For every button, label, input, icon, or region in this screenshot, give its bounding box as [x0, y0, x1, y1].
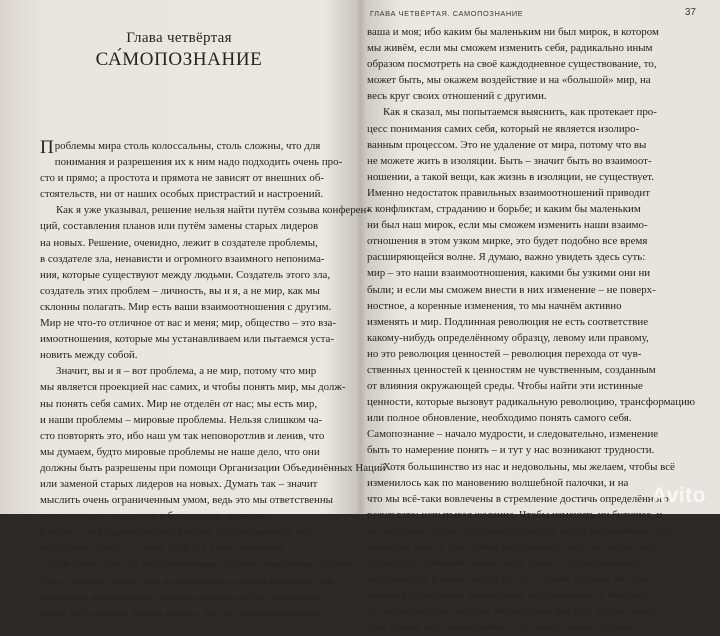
paragraph — [367, 459, 685, 636]
text-line: были; и если мы сможем внести в них изменение – не поверх- — [367, 283, 656, 296]
text-line: мы является проекцией нас самих, и чтобы понять мир, мы долж- — [40, 381, 346, 394]
text-line: на новых. Решение, очевидно, лежит в создателе проблемы, — [40, 236, 318, 249]
text-line: ния, которые существуют между людьми. Создатель этого зла, — [40, 268, 331, 281]
text-line: отношения в этом узком мирке, это будет подобно все время — [367, 235, 648, 248]
text-line: мы живём, если мы сможем изменить себя, радикально иным — [367, 42, 653, 55]
text-line: Мир не что-то отличное от вас и меня; мир, общество – это вза- — [40, 317, 336, 330]
text-line: сто повторять это, ибо наш ум так неповоротлив и ленив, что — [40, 429, 325, 442]
running-head: ГЛАВА ЧЕТВЁРТАЯ. САМОПОЗНАНИЕ — [370, 9, 524, 18]
text-line: новить между собой. — [40, 349, 138, 362]
text-line: в создателе зла, ненависти и огромного взаимного непонима- — [40, 252, 325, 265]
text-line: направляется в какое-нибудь русло, и таким образом мы ста- — [367, 573, 650, 586]
text-line: ту интенсивность, которые необходимы для того чтобы понять — [367, 605, 659, 618]
left-page-body — [40, 137, 386, 621]
text-line: Как я уже указывал, решение нельзя найти путём созыва конферен- — [56, 204, 370, 217]
avito-watermark: Avito — [651, 484, 706, 507]
text-line: имоотношения, которые мы устанавливаем или пытаемся уста- — [40, 333, 334, 346]
text-line: ственных ценностей к ценностям не чувственным, созданным — [367, 363, 656, 376]
text-line: ношении, а такой вещи, как жизнь в изоляции, не существует. — [367, 170, 654, 183]
text-line: результата; испытывая желание. Чтобы изменить ни будущее, и — [367, 508, 663, 521]
text-line: но это революция ценностей – революция перехода от чув- — [367, 347, 642, 360]
text-line: от влияния окружающей среды. Чтобы найти эти истинные — [367, 380, 643, 393]
text-line: левой либо правой. Важно понять, что это наша обязанность, — [40, 606, 325, 619]
text-line: сто и прямо; а простота и прямота не зависят от внешних об- — [40, 172, 324, 185]
text-line: Именно недостаток правильных взаимоотношений приводит — [367, 186, 650, 199]
text-line: весь круг своих отношений с другими. — [367, 90, 547, 103]
text-line: понимания и разрешения их к ним надо подходить очень про- — [54, 156, 343, 169]
text-line: стоятельств, ни от наших особых пристрастий и настроений. — [40, 188, 324, 201]
text-line: вольство, вместо того чтобы воспламенять нас, заставлять нас — [367, 541, 657, 553]
text-line: внешними изменениями, которые вызвать путём революции, — [40, 590, 323, 603]
text-line: мир – это наши взаимоотношения, какими бы узкими они ни — [367, 267, 651, 280]
text-line: ций, составления планов или путём замены старых лидеров — [40, 220, 319, 233]
text-line: или полное обновление, необходимо понять самого себя. — [367, 412, 632, 425]
paragraph — [40, 202, 370, 363]
right-page-body — [367, 24, 696, 636]
chapter-label: Глава четвёртая — [126, 30, 232, 46]
text-line: какому-нибудь определённому образцу, левому или правому, — [367, 331, 649, 344]
text-line: мы должны начать с самих себя; и в этом начинании — [40, 542, 284, 555]
text-line: склонны полагать. Мир есть ваши взаимоотношения с другим. — [40, 300, 332, 313]
text-line: Значит, вы и я – вот проблема, а не мир, потому что мир — [56, 365, 317, 378]
paragraph — [367, 104, 696, 458]
text-line: в мире, за всё надвигающуюся войну. Чтобы изменить мир, — [40, 526, 317, 539]
text-line: мы думаем, будто мировые проблемы не наше дело, что они — [40, 445, 320, 458]
text-line: может быть, мы окажем воздействие и на «большой» мир, на — [367, 74, 651, 87]
text-line: ны понять себя самих. Мир не отделён от нас; мы есть мир, — [40, 397, 318, 410]
text-line: подвергать сомнению жизнь, весь процесс существования, — [367, 557, 641, 570]
text-line: расширяющейся волне. Я думаю, важно увидеть здесь суть: — [367, 251, 646, 264]
text-line: мы бездумно, либо просто капитулируем перед окружением. Недо- — [367, 524, 679, 537]
text-line: быть то намерение понять – и тут у нас возникают трудности. — [367, 444, 655, 457]
text-line: ни был наш мирок, если мы сможем изменить наши взаимо- — [367, 219, 648, 232]
text-line: ванным процессом. Это не удаление от мира, потому что вы — [367, 138, 647, 151]
text-line: ностное, а коренные изменения, то мы начнём активно — [367, 299, 622, 312]
text-line: за ужасающие страдания и беспорядок, царящие — [40, 510, 267, 523]
right-page — [362, 0, 720, 634]
text-line: Хотя большинство из нас и недовольны, мы желаем, чтобы всё — [383, 460, 675, 473]
text-line: создатель этих проблем – личность, вы и я, а не мир, как мы — [40, 284, 320, 297]
text-line: Самопознание – начало мудрости, и следовательно, изменение — [367, 428, 659, 441]
text-line: изменилось как по мановению волшебной палочки, и на — [367, 476, 629, 489]
text-line: себя самим, ибо самопознание – это нечто очень трудное. — [367, 621, 635, 634]
paragraph — [40, 363, 386, 621]
page-number: 37 — [684, 7, 696, 18]
text-line: изменять и мир. Подлинная революция не есть соответствие — [367, 315, 649, 328]
text-line: и наши проблемы – мировые проблемы. Нельзя слишком ча- — [40, 413, 323, 426]
text-line: – себя самих. Вот так наше намерение. Нашим намерением должно — [40, 558, 354, 571]
text-line: быть – понять самих себя, а не оставлять другим изменять себя — [40, 574, 335, 587]
text-line: новимся заурядными личностями, потерявшими ту энергию, — [367, 589, 649, 602]
text-line: к конфликтам, страданию и борьбе; и каким бы маленьким — [367, 203, 641, 216]
text-line: что мы всё-таки вовлечены в стремление достичь определённого — [367, 492, 669, 505]
text-line: образом посмотреть на своё каждодневное существование, то, — [367, 58, 657, 71]
text-line: мыслить очень ограниченным умом, ведь это мы ответственны — [40, 494, 333, 507]
text-line: роблемы мира столь колоссальны, столь сложны, что для — [54, 140, 321, 152]
text-line: должны быть разрешены при помощи Организации Объединённых Наций — [40, 461, 386, 474]
text-line: цесс понимания самих себя, который не является изолиро- — [367, 122, 640, 135]
text-line: ценности, которые вызовут радикальную революцию, трансформацию — [367, 396, 696, 409]
text-line: не можете жить в изоляции. Быть – значит быть во взаимоот- — [367, 154, 652, 167]
chapter-title: СА́МОПОЗНАНИЕ — [95, 49, 263, 70]
text-line: Как я сказал, мы попытаемся выяснить, как протекает про- — [383, 106, 657, 119]
paragraph — [367, 24, 685, 104]
paragraph — [40, 138, 356, 202]
text-line: ваша и моя; ибо каким бы маленьким ни был мирок, в котором — [367, 26, 659, 38]
drop-cap: П — [40, 137, 54, 158]
text-line: или заменой старых лидеров на новых. Думать так – значит — [40, 477, 318, 490]
